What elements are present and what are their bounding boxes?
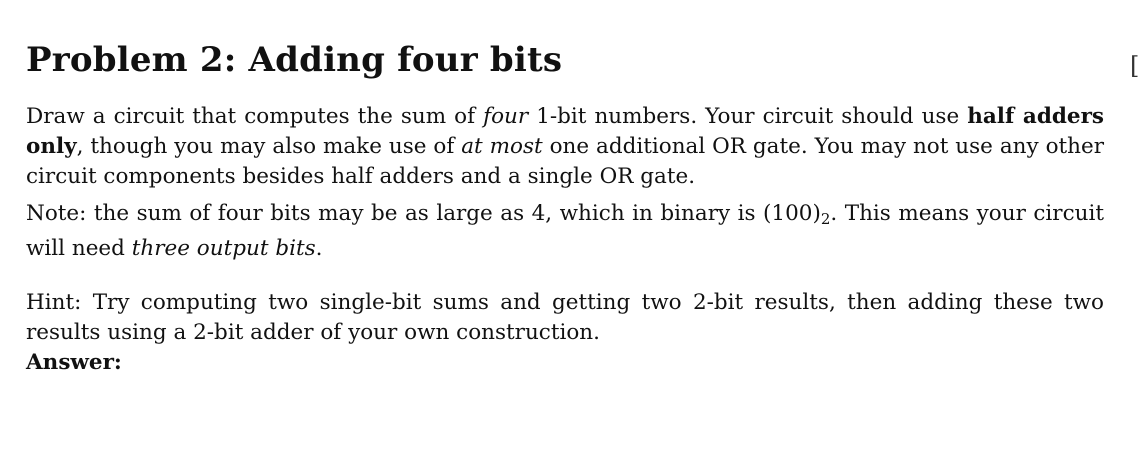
note-text-1: Note: the sum of four bits may be as large as 4, which in binary is (100) xyxy=(26,201,821,226)
bold-half-adders-only: half adders only xyxy=(26,104,1105,159)
note-paragraph xyxy=(26,199,1104,264)
emphasis-three-output-bits: three output bits xyxy=(131,236,316,261)
instructions-text-2: 1-bit numbers. Your circuit should use xyxy=(528,104,968,129)
emphasis-at-most: at most xyxy=(461,134,543,159)
emphasis-four: four xyxy=(483,104,529,129)
binary-subscript: 2 xyxy=(820,210,831,228)
instructions-text-4: one additional OR gate. You may not use any other circuit components besides half adders and a single OR gate. xyxy=(26,134,1105,189)
note-text-3: . xyxy=(315,236,323,261)
hint-paragraph: Hint: Try computing two single-bit sums and getting two 2-bit results, then adding these two results using a 2-bit adder of your own construction. xyxy=(26,290,1104,345)
note-text-2: . This means your circuit will need xyxy=(26,201,1104,261)
instructions-text-1: Draw a circuit that computes the sum of xyxy=(26,104,484,129)
instructions-text-3: , though you may also make use of xyxy=(76,134,462,159)
problem-heading: Problem 2: Adding four bits xyxy=(26,40,563,80)
margin-mark: [ xyxy=(1130,52,1140,80)
instructions-paragraph xyxy=(26,102,1104,192)
answer-label: Answer: xyxy=(26,350,122,375)
